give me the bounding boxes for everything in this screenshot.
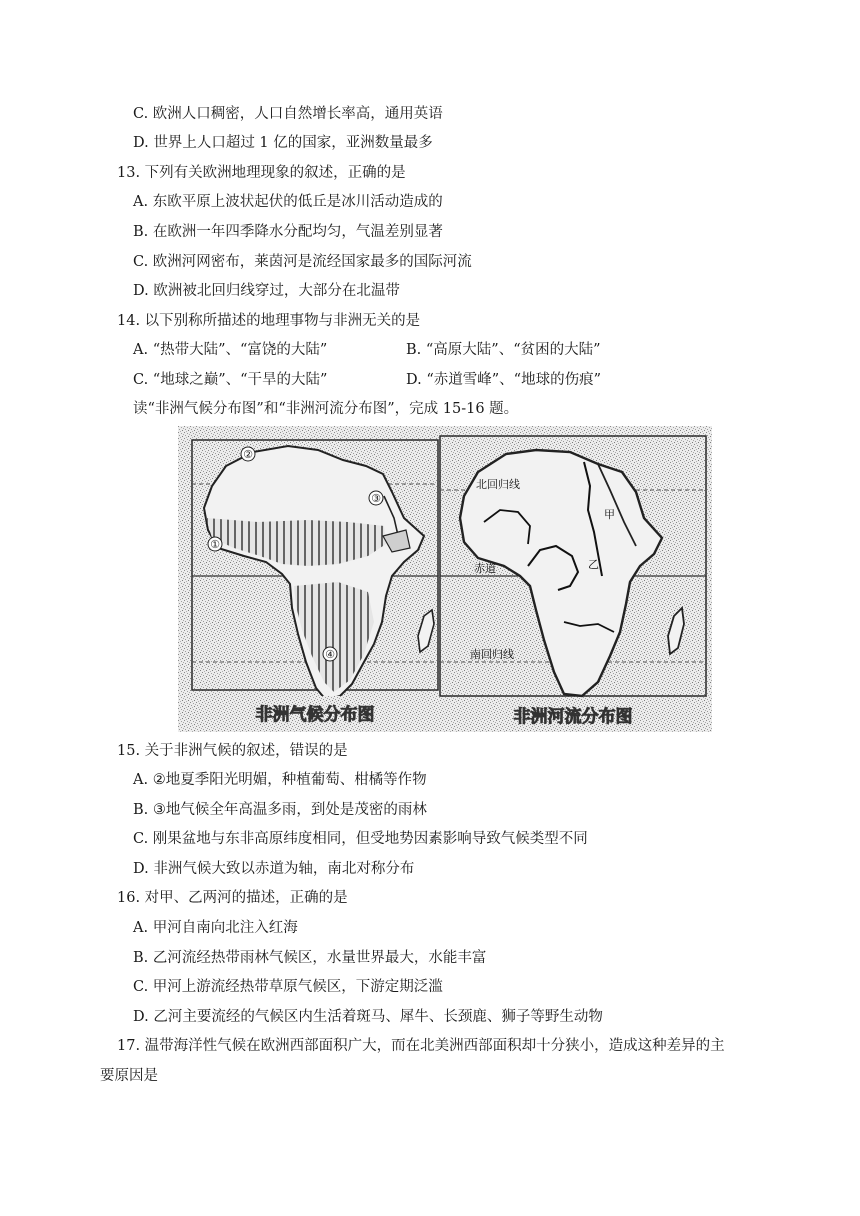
q15-stem: 15. 关于非洲气候的叙述，错误的是 (117, 743, 348, 759)
q14-option-a: A. “热带大陆”、“富饶的大陆” (133, 342, 328, 358)
q17-stem-line1: 17. 温带海洋性气候在欧洲西部面积广大，而在北美洲西部面积却十分狭小，造成这种差异的主 (117, 1038, 725, 1054)
q16-stem: 16. 对甲、乙两河的描述，正确的是 (117, 890, 348, 906)
marker-3: ③ (371, 492, 381, 505)
label-river-jia: 甲 (604, 508, 615, 521)
climate-map-caption: 非洲气候分布图 (255, 705, 375, 725)
africa-maps-figure (178, 426, 712, 732)
q13-option-b: B. 在欧洲一年四季降水分配均匀，气温差别显著 (133, 224, 443, 240)
marker-1: ① (210, 538, 220, 551)
q13-option-c: C. 欧洲河网密布，莱茵河是流经国家最多的国际河流 (133, 254, 472, 270)
marker-4: ④ (325, 648, 335, 661)
q17-stem-line2: 要原因是 (100, 1068, 158, 1084)
q14-option-d: D. “赤道雪峰”、“地球的伤痕” (406, 372, 601, 388)
q14-option-b: B. “高原大陆”、“贫困的大陆” (406, 342, 601, 358)
q14-stem: 14. 以下别称所描述的地理事物与非洲无关的是 (117, 313, 421, 329)
q16-option-d: D. 乙河主要流经的气候区内生活着斑马、犀牛、长颈鹿、狮子等野生动物 (133, 1009, 603, 1025)
river-map-caption: 非洲河流分布图 (513, 707, 633, 727)
q16-option-a: A. 甲河自南向北注入红海 (133, 920, 298, 936)
label-river-yi: 乙 (588, 558, 599, 571)
q16-option-b: B. 乙河流经热带雨林气候区，水量世界最大，水能丰富 (133, 950, 487, 966)
q13-stem: 13. 下列有关欧洲地理现象的叙述，正确的是 (117, 165, 406, 181)
label-equator: 赤道 (474, 562, 496, 575)
q15-option-a: A. ②地夏季阳光明媚，种植葡萄、柑橘等作物 (133, 772, 427, 788)
q15-option-b: B. ③地气候全年高温多雨，到处是茂密的雨林 (133, 802, 427, 818)
q15-option-c: C. 刚果盆地与东非高原纬度相同，但受地势因素影响导致气候类型不同 (133, 831, 588, 847)
label-tropic-north: 北回归线 (476, 478, 520, 491)
marker-2: ② (243, 448, 253, 461)
q16-option-c: C. 甲河上游流经热带草原气候区，下游定期泛滥 (133, 979, 443, 995)
q13-option-a: A. 东欧平原上波状起伏的低丘是冰川活动造成的 (133, 194, 443, 210)
q14-option-c: C. “地球之巅”、“干旱的大陆” (133, 372, 328, 388)
q12-option-d: D. 世界上人口超过 1 亿的国家，亚洲数量最多 (133, 135, 433, 151)
q13-option-d: D. 欧洲被北回归线穿过，大部分在北温带 (133, 283, 400, 299)
q12-option-c: C. 欧洲人口稠密，人口自然增长率高，通用英语 (133, 106, 443, 122)
label-tropic-south: 南回归线 (470, 648, 514, 661)
intro-15-16: 读“非洲气候分布图”和“非洲河流分布图”，完成 15-16 题。 (133, 401, 519, 417)
q15-option-d: D. 非洲气候大致以赤道为轴，南北对称分布 (133, 861, 415, 877)
